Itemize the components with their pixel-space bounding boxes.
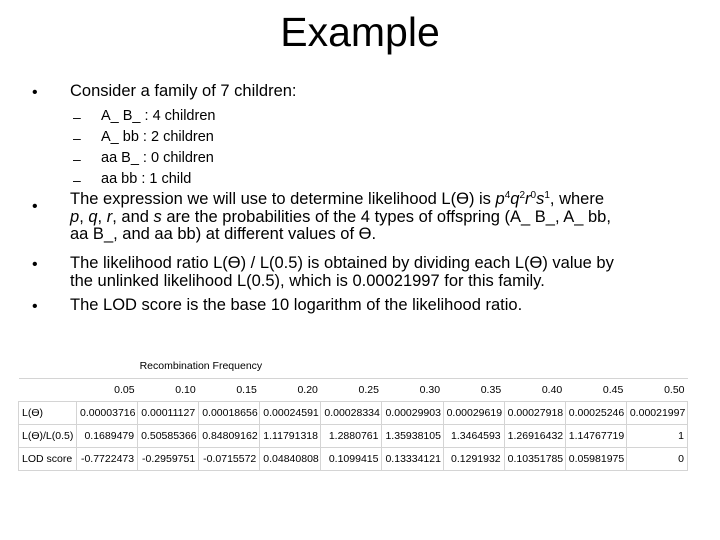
table-cell: 0.1689479 (77, 425, 138, 448)
table-cell: 1.14767719 (565, 425, 626, 448)
bullet-likelihood-ratio (70, 255, 702, 290)
corner-cell (19, 354, 77, 379)
sub-item-aab: aa B_ : 0 children (101, 150, 214, 166)
table-cell: 0.1291932 (443, 448, 504, 471)
text: are the probabilities of the 4 types of offspring (A_ B_, A_ bb, (161, 207, 611, 226)
sub-item-abb: A_ bb : 2 children (101, 129, 214, 145)
group-header-row (19, 354, 688, 379)
table-cell: 0.04840808 (260, 448, 321, 471)
column-header: 0.35 (443, 379, 504, 402)
table-cell: 0.00028334 (321, 402, 382, 425)
table-cell: -0.0715572 (199, 448, 260, 471)
column-header: 0.40 (504, 379, 565, 402)
var-s: s (153, 207, 162, 226)
var-p: p (70, 207, 80, 226)
text: the unlinked likelihood L(0.5), which is 0.00021997 for this family. (70, 271, 545, 290)
bullet-likelihood-expression (70, 191, 702, 244)
text: , where (549, 190, 605, 208)
table-cell: 1.35938105 (382, 425, 443, 448)
sub-dash: – (73, 109, 81, 125)
text: , and (112, 207, 154, 226)
var-q: q (88, 207, 98, 226)
table-cell: 0.1099415 (321, 448, 382, 471)
bullet-marker: • (32, 198, 38, 215)
corner-cell (19, 379, 77, 402)
column-header-row (19, 379, 688, 402)
table-cell: 0.13334121 (382, 448, 443, 471)
table-cell: 0.10351785 (504, 448, 565, 471)
sub-item-aabb: aa bb : 1 child (101, 171, 192, 187)
column-header: 0.15 (199, 379, 260, 402)
text: The likelihood ratio L(Ɵ) / L(0.5) is obtained by dividing each L(Ɵ) value by (70, 254, 614, 272)
table-cell: 0.00024591 (260, 402, 321, 425)
sub-item-ab: A_ B_ : 4 children (101, 108, 216, 124)
recombination-table (18, 354, 688, 471)
var-r: r (106, 207, 113, 226)
column-header: 0.05 (77, 379, 138, 402)
table-cell: -0.7722473 (77, 448, 138, 471)
var-r: r (525, 190, 531, 208)
table-row (19, 448, 688, 471)
table-cell: 1.26916432 (504, 425, 565, 448)
column-header: 0.50 (626, 379, 687, 402)
exp-s: 1 (544, 190, 550, 201)
table-cell: 0.00021997 (626, 402, 687, 425)
exp-r: 0 (530, 190, 537, 201)
table-cell: 0.84809162 (199, 425, 260, 448)
table-cell: 0.00003716 (77, 402, 138, 425)
table-cell: 0.00029903 (382, 402, 443, 425)
table-cell: 1.3464593 (443, 425, 504, 448)
row-label: L(Ɵ)/L(0.5) (19, 425, 77, 448)
table-cell: 1 (626, 425, 687, 448)
spacer-cell (382, 354, 688, 379)
bullet-family: Consider a family of 7 children: (70, 82, 297, 100)
table-cell: 1.11791318 (260, 425, 321, 448)
spacer-cell (77, 354, 138, 379)
var-p: p (495, 190, 505, 208)
slide-title: Example (280, 9, 440, 55)
bullet-marker: • (32, 256, 38, 273)
bullet-lod-score: The LOD score is the base 10 logarithm of the likelihood ratio. (70, 296, 523, 314)
table-row (19, 402, 688, 425)
table-cell: 0.50585366 (138, 425, 199, 448)
bullet-marker: • (32, 298, 38, 315)
row-label: LOD score (19, 448, 77, 471)
var-s: s (536, 190, 545, 208)
column-header: 0.45 (565, 379, 626, 402)
table-cell: 0.00025246 (565, 402, 626, 425)
text: The expression we will use to determine likelihood L(Ɵ) is (70, 190, 496, 208)
row-label: L(Ɵ) (19, 402, 77, 425)
column-header: 0.10 (138, 379, 199, 402)
table-cell: 0.00011127 (138, 402, 199, 425)
table-cell: 0.05981975 (565, 448, 626, 471)
column-header: 0.30 (382, 379, 443, 402)
table-cell: 0.00018656 (199, 402, 260, 425)
table-cell: 0 (626, 448, 687, 471)
sub-dash: – (73, 130, 81, 146)
exp-q: 2 (519, 190, 526, 201)
table-cell: 1.2880761 (321, 425, 382, 448)
sub-dash: – (73, 172, 81, 188)
table-cell: 0.00027918 (504, 402, 565, 425)
text: , (79, 207, 89, 226)
exp-p: 4 (504, 190, 511, 201)
var-q: q (510, 190, 520, 208)
table-row (19, 425, 688, 448)
text: , (97, 207, 107, 226)
table-cell: 0.00029619 (443, 402, 504, 425)
column-header: 0.20 (260, 379, 321, 402)
bullet-marker: • (32, 84, 38, 101)
text: aa B_, and aa bb) at different values of Ɵ. (70, 225, 377, 243)
sub-dash: – (73, 151, 81, 167)
column-header: 0.25 (321, 379, 382, 402)
group-header: Recombination Frequency (138, 354, 382, 379)
table-cell: -0.2959751 (138, 448, 199, 471)
